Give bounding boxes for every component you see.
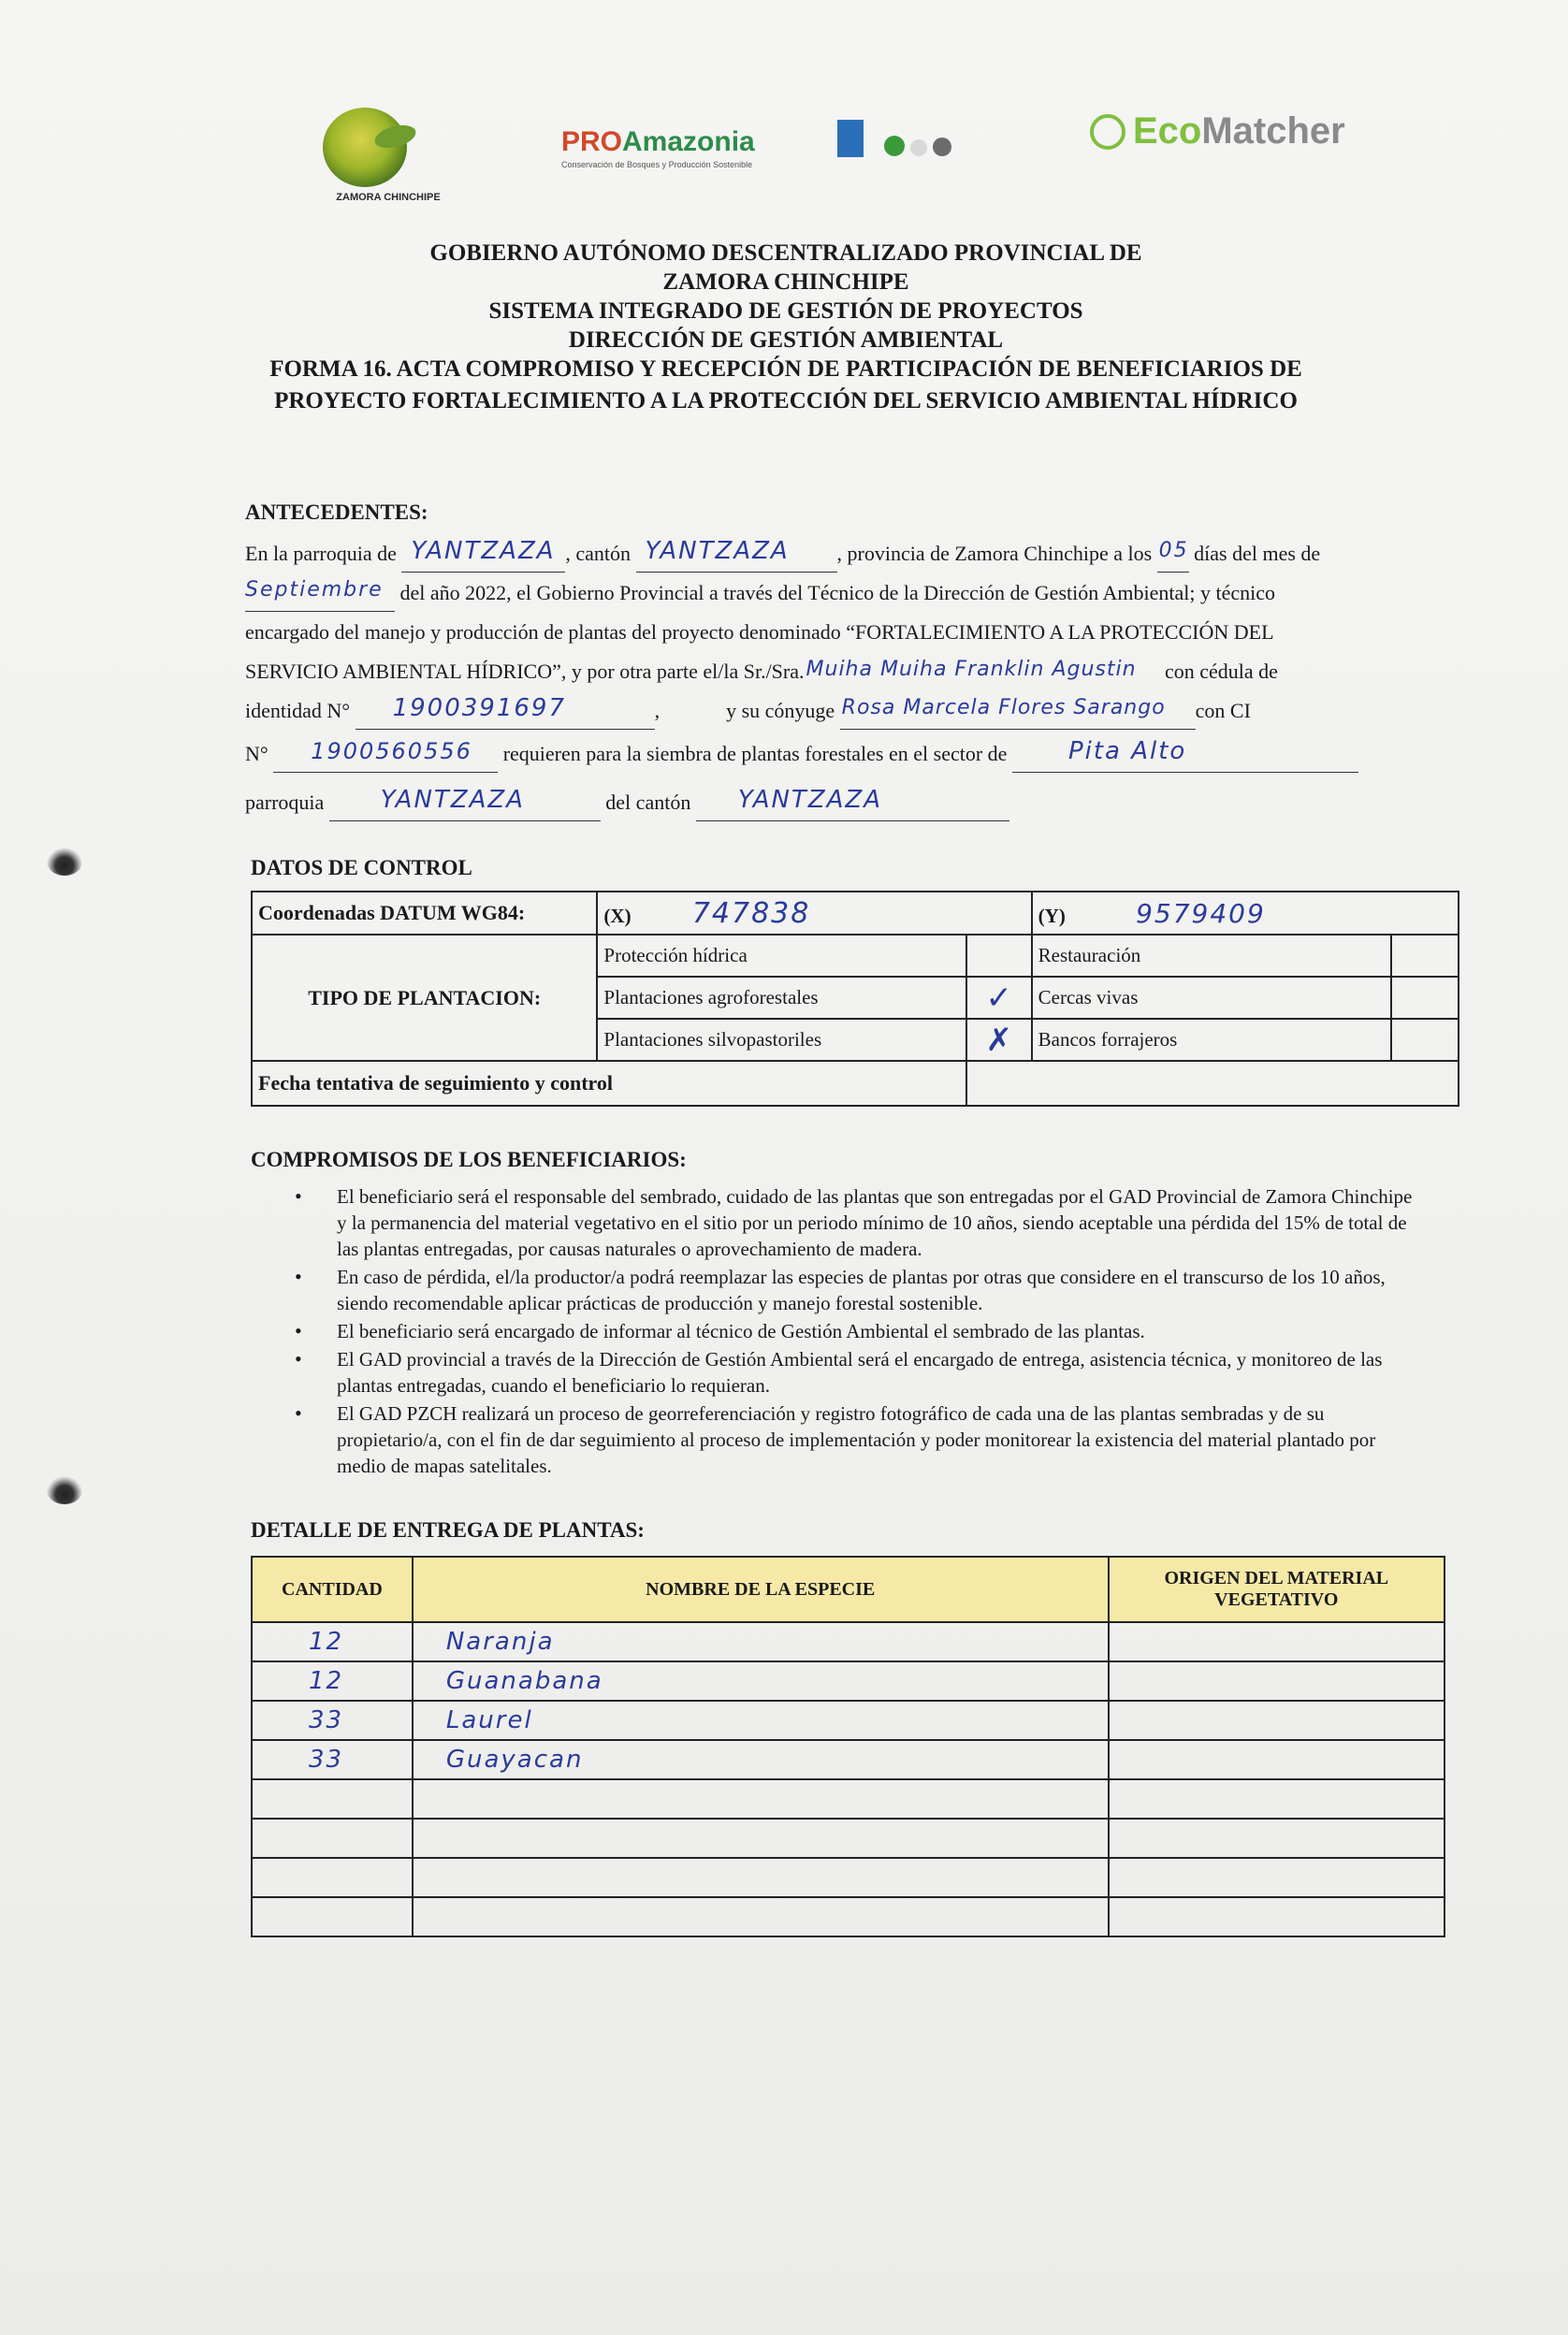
origen-cell[interactable] [1109, 1740, 1445, 1779]
option-cercas-vivas: Cercas vivas [1032, 977, 1391, 1019]
sector-field[interactable]: Pita Alto [1012, 744, 1358, 773]
matcher-text: Matcher [1201, 110, 1345, 152]
compromiso-item: • El beneficiario será encargado de informar al técnico de Gestión Ambiental el sembrado de las plantas. [337, 1318, 1413, 1344]
ecomatcher-logo [1090, 110, 1345, 152]
detalle-table [251, 1556, 1445, 1937]
antecedentes-line-6: N° 1900560556 requieren para la siembra de plantas forestales en el sector de Pita Alto [245, 735, 1415, 773]
especie-cell[interactable] [413, 1858, 1109, 1897]
coord-x-cell[interactable]: (X) 747838 [597, 892, 1031, 935]
table-row [252, 1622, 1445, 1661]
compromiso-item: • El GAD PZCH realizará un proceso de georreferenciación y registro fotográfico de cada una de las plantas sembradas y de su propietario/a, con el fin de dar seguimiento al proceso de implementación y poder monitorear la existencia del material plantado por medio de mapas satelitales. [337, 1400, 1413, 1479]
gad-logo-text: ZAMORA CHINCHIPE [336, 192, 441, 203]
compromisos-list [337, 1183, 1413, 1481]
origen-cell[interactable] [1109, 1858, 1445, 1897]
antecedentes-line-7: parroquia YANTZAZA del cantón YANTZAZA [245, 784, 1415, 821]
table-row [252, 1740, 1445, 1779]
option-restauracion: Restauración [1032, 935, 1391, 977]
origen-cell[interactable] [1109, 1897, 1445, 1936]
checkbox-silvopastoriles[interactable] [966, 1019, 1032, 1061]
checkbox-cercas-vivas[interactable] [1391, 977, 1459, 1019]
coord-y-value: 9579409 [1136, 897, 1266, 929]
origen-cell[interactable] [1109, 1819, 1445, 1858]
undp-logo-icon [837, 120, 864, 157]
origen-cell[interactable] [1109, 1701, 1445, 1740]
coord-y-cell[interactable]: (Y) 9579409 [1032, 892, 1459, 935]
antecedentes-line-5: identidad N° 1900391697 , y su cónyuge Rosa Marcela Flores Sarango con CI [245, 692, 1415, 730]
table-row [252, 1779, 1445, 1819]
table-row [252, 1661, 1445, 1701]
fecha-seguimiento-label: Fecha tentativa de seguimiento y control [252, 1061, 966, 1106]
table-row [252, 1897, 1445, 1936]
compromiso-item: • El GAD provincial a través de la Dirección de Gestión Ambiental será el encargado de entrega, asistencia técnica, y monitoreo de las plantas entregadas, cuando el beneficiario lo requieran. [337, 1346, 1413, 1399]
parroquia2-field[interactable]: YANTZAZA [329, 792, 601, 821]
canton-field[interactable]: YANTZAZA [636, 544, 837, 573]
cantidad-cell[interactable]: 12 [252, 1661, 413, 1701]
eco-text: Eco [1133, 110, 1202, 152]
table-row [252, 1701, 1445, 1740]
checkbox-bancos-forrajeros[interactable] [1391, 1019, 1459, 1061]
heading-line-3: SISTEMA INTEGRADO DE GESTIÓN DE PROYECTOS [488, 298, 1083, 324]
beneficiario-field[interactable]: Muiha Muiha Franklin Agustin [806, 658, 1137, 681]
cross-mark-icon: ✗ [985, 1021, 1012, 1059]
table-row [252, 1819, 1445, 1858]
origen-cell[interactable] [1109, 1622, 1445, 1661]
coord-label: Coordenadas DATUM WG84: [252, 892, 597, 935]
checkbox-restauracion[interactable] [1391, 935, 1459, 977]
heading-line-4: DIRECCIÓN DE GESTIÓN AMBIENTAL [568, 327, 1004, 353]
heading-line-5: FORMA 16. ACTA COMPROMISO Y RECEPCIÓN DE PARTICIPACIÓN DE BENEFICIARIOS DE [269, 356, 1302, 382]
tipo-plantacion-label: TIPO DE PLANTACION: [252, 935, 597, 1061]
option-silvopastoriles: Plantaciones silvopastoriles [597, 1019, 965, 1061]
heading-line-2: ZAMORA CHINCHIPE [662, 269, 909, 295]
option-proteccion-hidrica: Protección hídrica [597, 935, 965, 977]
cantidad-cell[interactable] [252, 1897, 413, 1936]
lightbulb-icon [1090, 114, 1125, 150]
especie-cell[interactable] [413, 1819, 1109, 1858]
cantidad-cell[interactable]: 33 [252, 1701, 413, 1740]
heading-line-1: GOBIERNO AUTÓNOMO DESCENTRALIZADO PROVINCIAL DE [429, 240, 1142, 266]
detalle-title: DETALLE DE ENTREGA DE PLANTAS: [251, 1518, 645, 1542]
option-agroforestales: Plantaciones agroforestales [597, 977, 965, 1019]
antecedentes-line-1: En la parroquia de YANTZAZA , cantón YANTZAZA , provincia de Zamora Chinchipe a los 05 días del mes de [245, 535, 1415, 573]
col-cantidad: CANTIDAD [252, 1557, 413, 1622]
option-bancos-forrajeros: Bancos forrajeros [1032, 1019, 1391, 1061]
especie-cell[interactable]: Naranja [413, 1622, 1109, 1661]
partner-logos-icon [884, 136, 957, 161]
compromisos-title: COMPROMISOS DE LOS BENEFICIARIOS: [251, 1148, 687, 1171]
punch-hole [47, 1476, 82, 1504]
proamazonia-subtitle: Conservación de Bosques y Producción Sostenible [561, 160, 753, 169]
canton2-field[interactable]: YANTZAZA [696, 792, 1009, 821]
checkbox-proteccion-hidrica[interactable] [966, 935, 1032, 977]
datos-control-title: DATOS DE CONTROL [251, 856, 472, 879]
mes-field[interactable]: Septiembre [245, 583, 395, 612]
proamazonia-logo [561, 126, 755, 169]
parroquia-field[interactable]: YANTZAZA [401, 544, 565, 573]
punch-hole [47, 848, 82, 876]
origen-cell[interactable] [1109, 1779, 1445, 1819]
conyuge-field[interactable]: Rosa Marcela Flores Sarango [840, 701, 1196, 730]
col-origen: ORIGEN DEL MATERIAL VEGETATIVO [1109, 1557, 1445, 1622]
cantidad-cell[interactable] [252, 1779, 413, 1819]
compromiso-item: • El beneficiario será el responsable del sembrado, cuidado de las plantas que son entregadas por el GAD Provincial de Zamora Chinchipe y la permanencia del material vegetativo en el sitio por un periodo mínimo de 10 años, siendo aceptable una pérdida del 15% de total de las plantas entregadas, por causas naturales o aprovechamiento de madera. [337, 1183, 1413, 1262]
table-row [252, 1858, 1445, 1897]
especie-cell[interactable]: Laurel [413, 1701, 1109, 1740]
check-mark-icon: ✓ [985, 979, 1012, 1017]
heading-line-6: PROYECTO FORTALECIMIENTO A LA PROTECCIÓN DEL SERVICIO AMBIENTAL HÍDRICO [274, 388, 1298, 413]
cantidad-cell[interactable] [252, 1858, 413, 1897]
antecedentes-title: ANTECEDENTES: [245, 500, 428, 524]
col-especie: NOMBRE DE LA ESPECIE [413, 1557, 1109, 1622]
dia-field[interactable]: 05 [1157, 544, 1189, 573]
cantidad-cell[interactable]: 12 [252, 1622, 413, 1661]
antecedentes-line-4: SERVICIO AMBIENTAL HÍDRICO”, y por otra parte el/la Sr./Sra. Muiha Muiha Franklin Agustin con cédula de [245, 653, 1415, 690]
especie-cell[interactable] [413, 1897, 1109, 1936]
fecha-seguimiento-field[interactable] [966, 1061, 1459, 1106]
control-table [251, 891, 1459, 1107]
origen-cell[interactable] [1109, 1661, 1445, 1701]
compromiso-item: • En caso de pérdida, el/la productor/a podrá reemplazar las especies de plantas por otras que considere en el transcurso de los 10 años, siendo recomendable aplicar prácticas de producción y manejo forestal sostenible. [337, 1264, 1413, 1316]
cantidad-cell[interactable]: 33 [252, 1740, 413, 1779]
amazonia-text: Amazonia [622, 126, 755, 157]
antecedentes-line-2: Septiembre del año 2022, el Gobierno Provincial a través del Técnico de la Dirección de Gestión Ambiental; y técnico [245, 574, 1415, 612]
pro-text: PRO [561, 126, 623, 157]
checkbox-agroforestales[interactable] [966, 977, 1032, 1019]
especie-cell[interactable]: Guayacan [413, 1740, 1109, 1779]
cantidad-cell[interactable] [252, 1819, 413, 1858]
gad-logo [318, 108, 458, 220]
especie-cell[interactable]: Guanabana [413, 1661, 1109, 1701]
gad-emblem-icon [323, 108, 407, 187]
cedula-field[interactable]: 1900391697 [356, 701, 655, 730]
antecedentes-line-3: encargado del manejo y producción de plantas del proyecto denominado “FORTALECIMIENTO A LA PROTECCIÓN DEL [245, 620, 1274, 644]
ci-conyuge-field[interactable]: 1900560556 [273, 744, 498, 773]
especie-cell[interactable] [413, 1779, 1109, 1819]
coord-x-value: 747838 [691, 896, 811, 930]
